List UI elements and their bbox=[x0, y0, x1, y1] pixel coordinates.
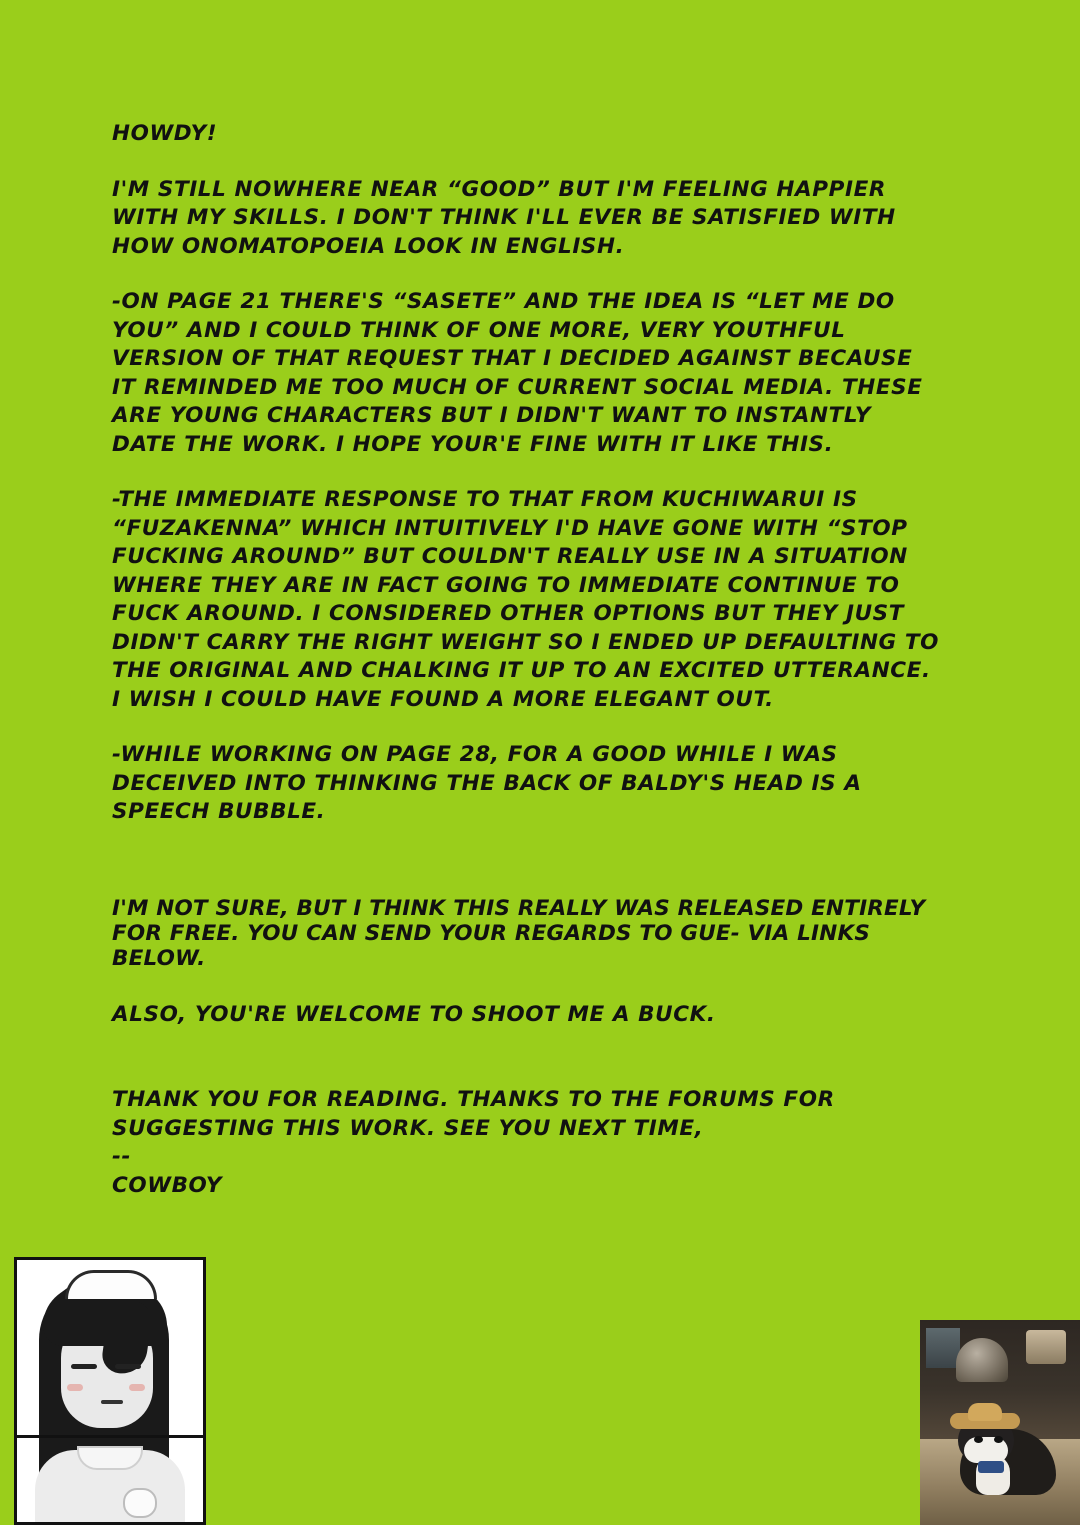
afterword-paragraph-2: -ON PAGE 21 THERE'S “SASETE” AND THE IDEA IS “LET ME DO YOU” AND I COULD THINK OF ONE MORE, VERY YOUTHFUL VERSION OF THAT REQUEST THAT I DECIDED AGAINST BECAUSE IT REMINDED ME TOO MUCH OF CURRENT SOCIAL MEDIA. THESE ARE YOUNG CHARACTERS BUT I DIDN'T WANT TO INSTANTLY DATE THE WORK. I HOPE YOUR'E FINE WITH IT LIKE THIS. bbox=[112, 289, 931, 457]
character-hand bbox=[123, 1488, 157, 1518]
afterword-text-block bbox=[112, 120, 948, 1200]
section-spacer bbox=[112, 854, 942, 896]
signature-name: COWBOY bbox=[112, 1172, 223, 1198]
character-eye-left bbox=[71, 1364, 97, 1369]
manga-panel-image bbox=[14, 1257, 206, 1525]
photo-dome-object bbox=[956, 1338, 1008, 1382]
photo-lamp bbox=[1026, 1330, 1066, 1364]
manga-panel-artwork bbox=[17, 1260, 203, 1522]
character-collar bbox=[77, 1446, 143, 1470]
afterword-paragraph-1: I'M STILL NOWHERE NEAR “GOOD” BUT I'M FEELING HAPPIER WITH MY SKILLS. I DON'T THINK I'LL EVER BE SATISFIED WITH HOW ONOMATOPOEIA LOOK IN ENGLISH. bbox=[112, 176, 904, 259]
afterword-paragraph-4: -WHILE WORKING ON PAGE 28, FOR A GOOD WHILE I WAS DECEIVED INTO THINKING THE BACK OF BALDY'S HEAD IS A SPEECH BUBBLE. bbox=[112, 742, 870, 824]
cat-bowtie bbox=[978, 1461, 1004, 1473]
closing-note: THANK YOU FOR READING. THANKS TO THE FORUMS FOR SUGGESTING THIS WORK. SEE YOU NEXT TIME, bbox=[112, 1087, 843, 1141]
panel-divider bbox=[17, 1435, 203, 1438]
photo-window bbox=[926, 1328, 960, 1368]
signature-dashes: -- bbox=[112, 1144, 132, 1169]
tip-note: ALSO, YOU'RE WELCOME TO SHOOT ME A BUCK. bbox=[112, 1001, 716, 1027]
cat-eye-left bbox=[974, 1436, 983, 1443]
cat-eye-right bbox=[994, 1436, 1003, 1443]
character-mouth bbox=[101, 1400, 123, 1404]
release-note: I'M NOT SURE, BUT I THINK THIS REALLY WAS RELEASED ENTIRELY FOR FREE. YOU CAN SEND YOUR REGARDS TO GUE- VIA LINKS BELOW. bbox=[112, 895, 933, 971]
character-eye-right bbox=[115, 1364, 141, 1369]
afterword-paragraph-3: -THE IMMEDIATE RESPONSE TO THAT FROM KUCHIWARUI IS “FUZAKENNA” WHICH INTUITIVELY I'D HAVE GONE WITH “STOP FUCKING AROUND” BUT COULDN'T REALLY USE IN A SITUATION WHERE THEY ARE IN FACT GOING TO IMMEDIATE CONTINUE TO FUCK AROUND. I CONSIDERED OTHER OPTIONS BUT THEY JUST DIDN'T CARRY THE RIGHT WEIGHT SO I ENDED UP DEFAULTING TO THE ORIGINAL AND CHALKING IT UP TO AN EXCITED UTTERANCE. I WISH I COULD HAVE FOUND A MORE ELEGANT OUT. bbox=[112, 487, 948, 712]
cat-photo-image bbox=[920, 1320, 1080, 1525]
closing-spacer bbox=[112, 1056, 942, 1086]
cat-hat-crown bbox=[968, 1403, 1002, 1421]
character-blush-left bbox=[67, 1384, 83, 1391]
maid-headpiece bbox=[65, 1270, 157, 1299]
character-blush-right bbox=[129, 1384, 145, 1391]
afterword-greeting: HOWDY! bbox=[112, 121, 218, 146]
